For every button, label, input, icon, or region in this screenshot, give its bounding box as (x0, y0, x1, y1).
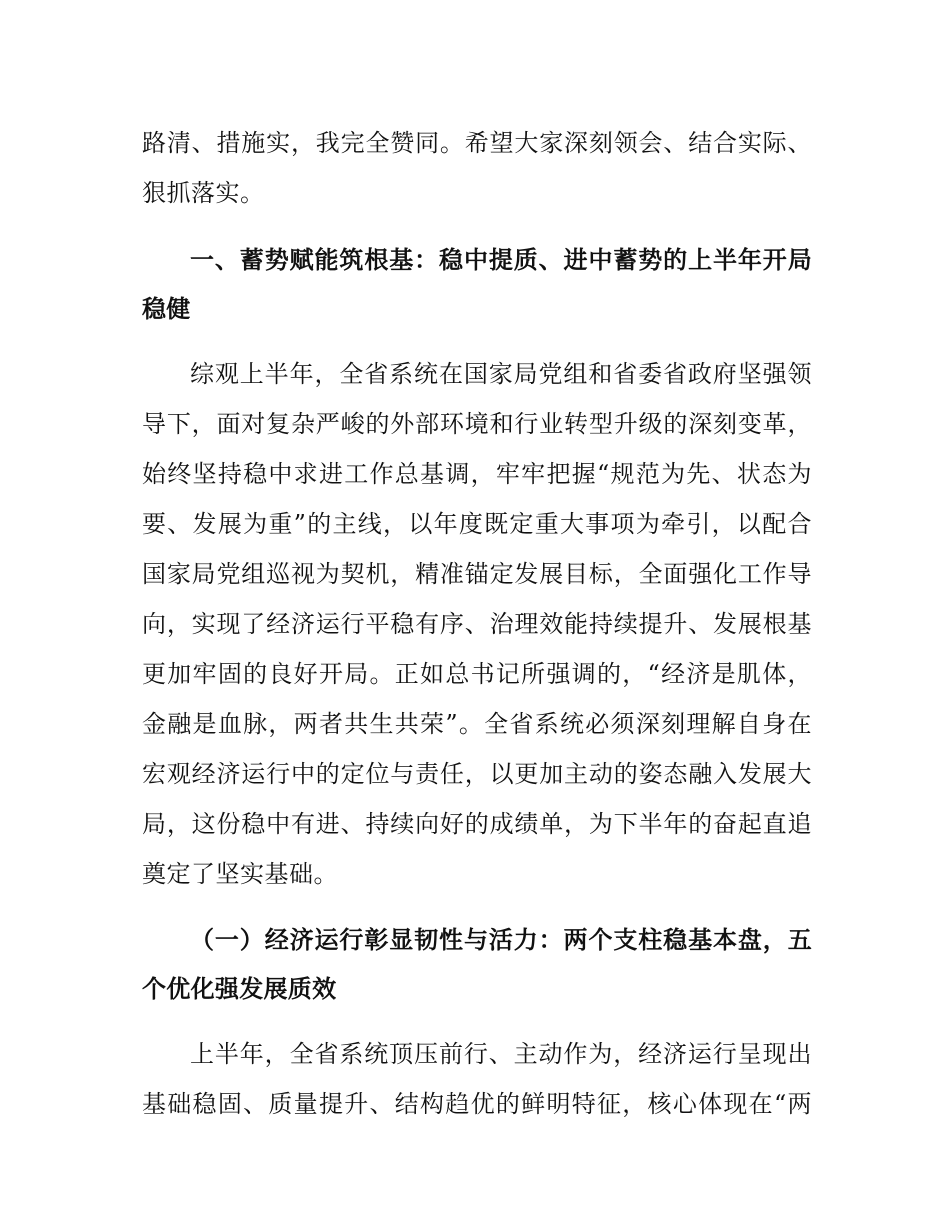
paragraph-line: 奠定了坚实基础。 (142, 860, 338, 888)
paragraph-line: 路清、措施实，我完全赞同。希望大家深刻领会、结合实际、 (142, 129, 812, 157)
paragraph-line: 国家局党组巡视为契机，精准锚定发展目标，全面强化工作导 (142, 560, 812, 588)
subsection-heading: （一）经济运行彰显韧性与活力：两个支柱稳基本盘，五 (190, 926, 812, 954)
paragraph-line: 始终坚持稳中求进工作总基调，牢牢把握“规范为先、状态为 (142, 460, 812, 488)
paragraph-line: 宏观经济运行中的定位与责任，以更加主动的姿态融入发展大 (142, 760, 812, 788)
paragraph-line: 金融是血脉，两者共生共荣”。全省系统必须深刻理解自身在 (142, 710, 812, 738)
subsection-heading: 个优化强发展质效 (142, 975, 337, 1003)
paragraph-line: 上半年，全省系统顶压前行、主动作为，经济运行呈现出 (190, 1040, 812, 1068)
paragraph-line: 局，这份稳中有进、持续向好的成绩单，为下半年的奋起直追 (142, 810, 812, 838)
paragraph-line: 狠抓落实。 (142, 179, 265, 207)
paragraph-line: 要、发展为重”的主线，以年度既定重大事项为牵引，以配合 (142, 510, 812, 538)
section-heading: 一、蓄势赋能筑根基：稳中提质、进中蓄势的上半年开局 (190, 246, 812, 274)
paragraph-line: 导下，面对复杂严峻的外部环境和行业转型升级的深刻变革， (142, 410, 812, 438)
section-heading: 稳健 (142, 295, 191, 323)
paragraph-line: 综观上半年，全省系统在国家局党组和省委省政府坚强领 (190, 360, 812, 388)
paragraph-line: 基础稳固、质量提升、结构趋优的鲜明特征，核心体现在“两 (142, 1090, 812, 1118)
paragraph-line: 向，实现了经济运行平稳有序、治理效能持续提升、发展根基 (142, 610, 812, 638)
paragraph-line: 更加牢固的良好开局。正如总书记所强调的，“经济是肌体， (142, 660, 812, 688)
